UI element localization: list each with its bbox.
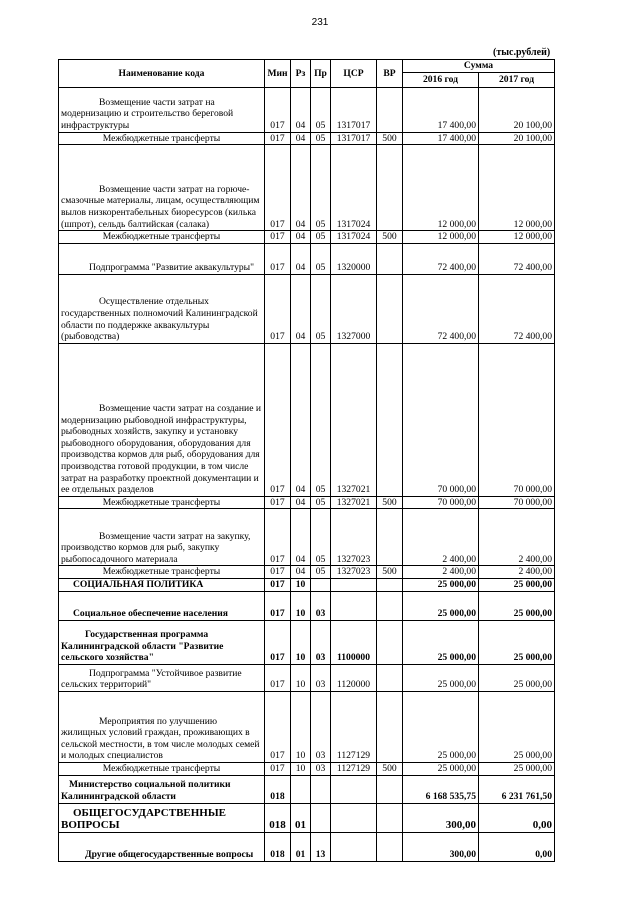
row-name: Возмещение части затрат на закупку, производство кормов для рыб, закупку рыбопосадочного материала	[59, 509, 265, 566]
row-2017: 12 000,00	[479, 145, 555, 231]
row-csr: 1317017	[331, 132, 377, 145]
row-csr	[331, 832, 377, 861]
row-csr: 1317024	[331, 145, 377, 231]
row-csr: 1327021	[331, 343, 377, 496]
table-row	[59, 87, 555, 132]
row-vr	[377, 578, 403, 591]
row-csr	[331, 775, 377, 803]
row-2017: 70 000,00	[479, 496, 555, 509]
row-vr: 500	[377, 231, 403, 244]
row-2016: 25 000,00	[403, 620, 479, 664]
header-name: Наименование кода	[59, 60, 265, 88]
row-rz: 04	[291, 243, 311, 274]
row-rz: 04	[291, 343, 311, 496]
row-min: 017	[265, 496, 291, 509]
row-rz: 04	[291, 509, 311, 566]
row-2016: 72 400,00	[403, 243, 479, 274]
row-min: 017	[265, 243, 291, 274]
table-row	[59, 775, 555, 803]
table-row	[59, 343, 555, 496]
row-min: 017	[265, 145, 291, 231]
header-2016: 2016 год	[403, 72, 479, 87]
row-csr: 1327000	[331, 274, 377, 343]
row-vr	[377, 243, 403, 274]
row-min: 017	[265, 509, 291, 566]
row-min: 017	[265, 591, 291, 620]
row-name: Возмещение части затрат на модернизацию и строительство береговой инфраструктуры	[59, 87, 265, 132]
row-csr: 1127129	[331, 691, 377, 762]
row-min: 017	[265, 274, 291, 343]
row-vr	[377, 832, 403, 861]
table-row	[59, 664, 555, 691]
row-pr: 05	[311, 145, 331, 231]
row-2016: 25 000,00	[403, 664, 479, 691]
row-2016: 300,00	[403, 832, 479, 861]
row-min: 018	[265, 832, 291, 861]
row-vr	[377, 509, 403, 566]
row-pr: 03	[311, 620, 331, 664]
row-name: Подпрограмма "Устойчивое развитие сельских территорий"	[59, 664, 265, 691]
row-csr: 1320000	[331, 243, 377, 274]
row-rz: 10	[291, 591, 311, 620]
row-2016: 2 400,00	[403, 509, 479, 566]
header-vr: ВР	[377, 60, 403, 88]
row-2017: 25 000,00	[479, 664, 555, 691]
row-csr	[331, 803, 377, 832]
row-name: Возмещение части затрат на горюче-смазочные материалы, лицам, осуществляющим вылов низкорентабельных биоресурсов (килька (шпрот), сельдь балтийская (салака)	[59, 145, 265, 231]
row-2017: 72 400,00	[479, 243, 555, 274]
row-min: 017	[265, 231, 291, 244]
row-vr	[377, 620, 403, 664]
row-2017: 20 100,00	[479, 132, 555, 145]
row-rz: 04	[291, 145, 311, 231]
row-rz: 04	[291, 87, 311, 132]
table-row	[59, 691, 555, 762]
row-name: Межбюджетные трансферты	[59, 762, 265, 775]
row-csr: 1100000	[331, 620, 377, 664]
row-rz: 04	[291, 496, 311, 509]
row-name: Межбюджетные трансферты	[59, 231, 265, 244]
row-2017: 20 100,00	[479, 87, 555, 132]
row-min: 017	[265, 762, 291, 775]
table-row	[59, 231, 555, 244]
row-min: 017	[265, 691, 291, 762]
row-vr	[377, 591, 403, 620]
row-2017: 2 400,00	[479, 509, 555, 566]
row-vr	[377, 145, 403, 231]
table-row	[59, 803, 555, 832]
row-2016: 25 000,00	[403, 591, 479, 620]
row-2017: 0,00	[479, 803, 555, 832]
row-pr	[311, 803, 331, 832]
row-csr: 1317024	[331, 231, 377, 244]
header-csr: ЦСР	[331, 60, 377, 88]
table-row	[59, 132, 555, 145]
row-name: Министерство социальной политики Калининградской области	[59, 775, 265, 803]
row-pr: 05	[311, 132, 331, 145]
row-name: Мероприятия по улучшению жилищных условий граждан, проживающих в сельской местности, в том числе молодых семей и молодых специалистов	[59, 691, 265, 762]
table-row	[59, 496, 555, 509]
row-rz: 01	[291, 832, 311, 861]
row-pr: 05	[311, 343, 331, 496]
row-2017: 2 400,00	[479, 566, 555, 579]
row-rz: 01	[291, 803, 311, 832]
row-rz: 04	[291, 132, 311, 145]
row-csr	[331, 591, 377, 620]
row-pr: 05	[311, 496, 331, 509]
row-pr: 13	[311, 832, 331, 861]
row-min: 017	[265, 132, 291, 145]
row-pr: 05	[311, 243, 331, 274]
row-pr: 05	[311, 87, 331, 132]
row-csr	[331, 578, 377, 591]
row-2016: 70 000,00	[403, 343, 479, 496]
row-rz	[291, 775, 311, 803]
header-sum: Сумма	[403, 60, 555, 73]
row-2017: 25 000,00	[479, 620, 555, 664]
table-row	[59, 243, 555, 274]
budget-table	[58, 59, 555, 862]
row-2017: 12 000,00	[479, 231, 555, 244]
table-row	[59, 832, 555, 861]
row-name: Социальное обеспечение населения	[59, 591, 265, 620]
row-2017: 70 000,00	[479, 343, 555, 496]
header-pr: Пр	[311, 60, 331, 88]
row-2016: 12 000,00	[403, 231, 479, 244]
row-csr: 1127129	[331, 762, 377, 775]
table-row	[59, 566, 555, 579]
row-csr: 1327023	[331, 509, 377, 566]
row-min: 017	[265, 566, 291, 579]
row-pr	[311, 775, 331, 803]
row-vr	[377, 691, 403, 762]
row-rz: 10	[291, 620, 311, 664]
row-pr: 05	[311, 509, 331, 566]
row-2016: 2 400,00	[403, 566, 479, 579]
row-name: Осуществление отдельных государственных полномочий Калининградской области по поддержке аквакультуры (рыбоводства)	[59, 274, 265, 343]
row-name: Возмещение части затрат на создание и модернизацию рыбоводной инфраструктуры, рыбоводных хозяйств, закупку и установку рыбоводного оборудования, оборудования для производства кормов для рыб, оборудования для производства готовой продукции, в том числе затрат на разработку проектной документации и ее отдельных разделов	[59, 343, 265, 496]
row-2016: 6 168 535,75	[403, 775, 479, 803]
row-min: 017	[265, 664, 291, 691]
row-min: 017	[265, 87, 291, 132]
row-vr	[377, 343, 403, 496]
row-pr: 03	[311, 691, 331, 762]
row-pr: 05	[311, 566, 331, 579]
row-vr	[377, 803, 403, 832]
header-2017: 2017 год	[479, 72, 555, 87]
row-name: Межбюджетные трансферты	[59, 496, 265, 509]
row-2016: 300,00	[403, 803, 479, 832]
row-2016: 25 000,00	[403, 762, 479, 775]
row-min: 018	[265, 775, 291, 803]
header-min: Мин	[265, 60, 291, 88]
table-row	[59, 578, 555, 591]
row-name: СОЦИАЛЬНАЯ ПОЛИТИКА	[59, 578, 265, 591]
row-name: Межбюджетные трансферты	[59, 132, 265, 145]
row-vr	[377, 664, 403, 691]
row-name: Подпрограмма "Развитие аквакультуры"	[59, 243, 265, 274]
row-vr	[377, 775, 403, 803]
row-rz: 10	[291, 762, 311, 775]
row-name: ОБЩЕГОСУДАРСТВЕННЫЕ ВОПРОСЫ	[59, 803, 265, 832]
row-pr: 03	[311, 591, 331, 620]
row-name: Межбюджетные трансферты	[59, 566, 265, 579]
row-2016: 72 400,00	[403, 274, 479, 343]
row-rz: 04	[291, 274, 311, 343]
row-pr	[311, 578, 331, 591]
row-csr: 1120000	[331, 664, 377, 691]
row-vr: 500	[377, 132, 403, 145]
row-csr: 1327023	[331, 566, 377, 579]
row-2016: 17 400,00	[403, 87, 479, 132]
table-row	[59, 145, 555, 231]
row-min: 017	[265, 578, 291, 591]
row-name: Другие общегосударственные вопросы	[59, 832, 265, 861]
row-vr: 500	[377, 566, 403, 579]
row-min: 017	[265, 620, 291, 664]
row-min: 017	[265, 343, 291, 496]
row-2017: 25 000,00	[479, 691, 555, 762]
row-2016: 70 000,00	[403, 496, 479, 509]
row-2017: 25 000,00	[479, 762, 555, 775]
row-rz: 10	[291, 691, 311, 762]
row-name: Государственная программа Калининградской области "Развитие сельского хозяйства"	[59, 620, 265, 664]
units-label: (тыс.рублей)	[493, 47, 551, 58]
row-2017: 72 400,00	[479, 274, 555, 343]
row-rz: 10	[291, 664, 311, 691]
row-pr: 05	[311, 274, 331, 343]
table-row	[59, 591, 555, 620]
page-number: 231	[311, 17, 329, 28]
row-min: 018	[265, 803, 291, 832]
row-vr: 500	[377, 762, 403, 775]
row-2017: 25 000,00	[479, 591, 555, 620]
table-row	[59, 274, 555, 343]
row-2017: 0,00	[479, 832, 555, 861]
header-rz: Рз	[291, 60, 311, 88]
row-2017: 6 231 761,50	[479, 775, 555, 803]
row-pr: 03	[311, 762, 331, 775]
row-2016: 25 000,00	[403, 691, 479, 762]
row-vr: 500	[377, 496, 403, 509]
row-csr: 1327021	[331, 496, 377, 509]
table-row	[59, 762, 555, 775]
row-vr	[377, 87, 403, 132]
row-pr: 05	[311, 231, 331, 244]
row-2016: 12 000,00	[403, 145, 479, 231]
row-2016: 25 000,00	[403, 578, 479, 591]
row-rz: 04	[291, 231, 311, 244]
row-pr: 03	[311, 664, 331, 691]
row-rz: 04	[291, 566, 311, 579]
row-vr	[377, 274, 403, 343]
row-2016: 17 400,00	[403, 132, 479, 145]
table-row	[59, 509, 555, 566]
table-row	[59, 620, 555, 664]
row-2017: 25 000,00	[479, 578, 555, 591]
row-rz: 10	[291, 578, 311, 591]
row-csr: 1317017	[331, 87, 377, 132]
